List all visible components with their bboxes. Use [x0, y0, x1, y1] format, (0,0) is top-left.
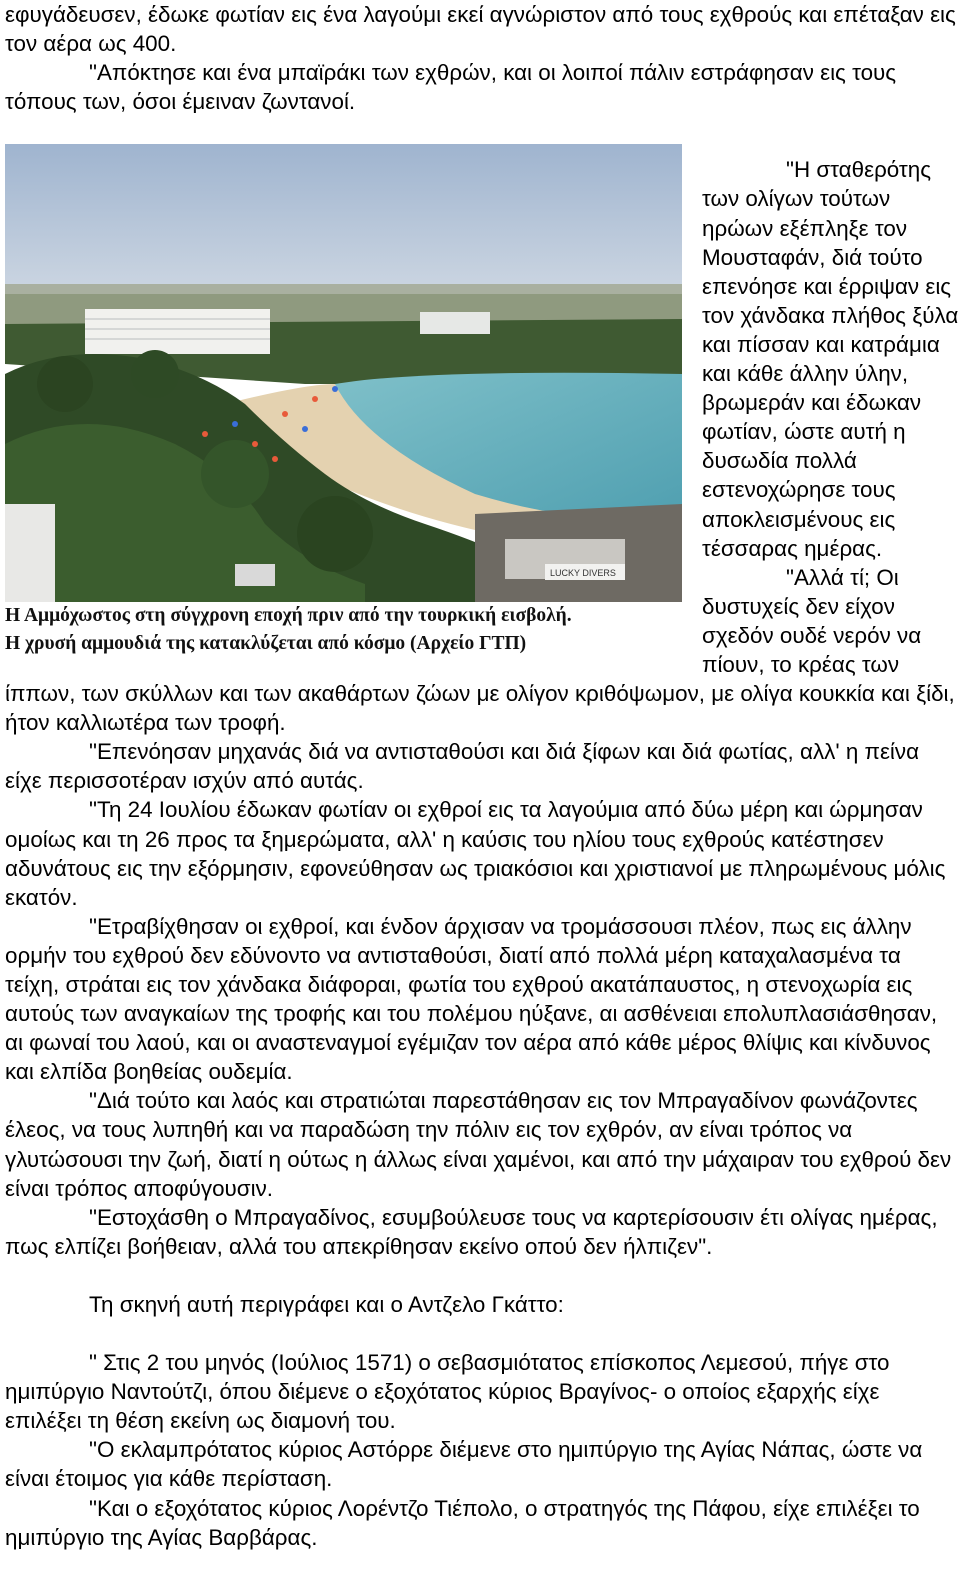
paragraph: "Απόκτησε και ένα μπαϊράκι των εχθρών, και οι λοιποί πάλιν εστράφησαν εις τους τόπους των, όσοι έμειναν ζωντανοί. — [5, 60, 897, 115]
paragraph: "Και ο εξοχότατος κύριος Λορέντζο Τιέπολο, ο στρατηγός της Πάφου, είχε επιλέξει το ημιπύργιο της Αγίας Βαρβάρας. — [5, 1495, 920, 1550]
paragraph: " Στις 2 του μηνός (Ιούλιος 1571) ο σεβασμιότατος επίσκοπος Λεμεσού, πήγε στο ημιπύργιο Ναντούτζι, όπου διέμενε ο εξοχότατος κύριος Βραγίνος- ο οποίος εξαρχής είχε επιλέξει τη θέση εκείνη ως διαμονή του. — [5, 1350, 890, 1434]
beach-sign-text: LUCKY DIVERS — [550, 568, 616, 579]
paragraph: εφυγάδευσεν, έδωκε φωτίαν εις ένα λαγούμι εκεί αγνώριστον από τους εχθρούς και επέταξαν εις τον αέρα ως 400. — [5, 2, 956, 57]
caption-line-2: Η χρυσή αμμουδιά της κατακλύζεται από κόσμο (Αρχείο ΓΤΠ) — [5, 633, 527, 655]
paragraph: "Η σταθερότης των ολίγων τούτων ηρώων εξέπληξε τον Μουσταφάν, διά τούτο επενόησε και έρριψαν εις τον χάνδακα πλήθος ξύλα και πίσσαν και κατράμια και κάθε άλλην ύλην, βρωμεράν και έδωκαν φωτίαν, ώστε αυτή η δυσωδία πολλά εστενοχώρησε τους αποκλεισμένους εις τέσσαρας ημέρας. — [702, 157, 959, 561]
document-page — [5, 0, 960, 1552]
spacer — [5, 1319, 960, 1348]
photo-caption — [5, 602, 702, 658]
paragraph: "Ετραβίχθησαν οι εχθροί, και ένδον άρχισαν να τρομάσσουσι πλέον, πως εις άλλην ορμήν του εχθρού δεν εδύνοντο να αντισταθούσι, διατί από πολλά μέρη καταχαλασμένα τα τείχη, στράται εις τον χάνδακα διάφοραι, φωτία του εχθρού ακατάπαυστος, η στενοχωρία εις αυτούς των αναγκαίων της τροφής και του πολέμου ηύξανε, αι ασθένειαι επολυπλασιάσθησαν, αι φωναί του λαού, και οι αναστεναγμοί εγέμιζαν τον αέρα από κάθε μέρος θλίψις και κίνδυνος και ελπίδα βοηθείας ουδεμία. — [5, 913, 938, 1085]
paragraph: "Τη 24 Ιουλίου έδωκαν φωτίαν οι εχθροί εις τα λαγούμια από δύω μέρη και ώρμησαν ομοίως και τη 26 προς τα ξημερώματα, αλλ' η καύσις του ηλίου τους εχθρούς κατέστησεν αδυνάτους εις την εξόρμησιν, εφονεύθησαν ως τριακόσιοι και χριστιανοί με πληρωμένους μόλις εκατόν. — [5, 797, 946, 910]
beach-photo-figure — [5, 144, 702, 658]
paragraph: "Ο εκλαμπρότατος κύριος Αστόρρε διέμενε στο ημιπύργιο της Αγίας Νάπας, ώστε να είναι έτοιμος για κάθε περίσταση. — [5, 1437, 923, 1492]
paragraph: "Εστοχάσθη ο Μπραγαδίνος, εσυμβούλευσε τους να καρτερίσουσιν έτι ολίγας ημέρας, πως ελπίζει βοήθειαν, αλλά του απεκρίθησαν εκείνο οπού δεν ήλπιζεν". — [5, 1204, 938, 1259]
caption-line-1: Η Αμμόχωστος στη σύγχρονη εποχή πριν από την τουρκική εισβολή. — [5, 605, 572, 627]
paragraph: Τη σκηνή αυτή περιγράφει και ο Αντζελο Γκάττο: — [89, 1291, 564, 1317]
paragraph: "Διά τούτο και λαός και στρατιώται παρεστάθησαν εις τον Μπραγαδίνον φωνάζοντες έλεος, να τους λυπηθή και να παραδώση την πόλιν εις τον εχθρόν, αν είναι τρόπος να γλυτώσουσι την ζωή, διατί η ούτως η άλλως είναι χαμένοι, και από την μάχαιραν του εχθρού δεν είναι τρόπος αποφύγουσιν. — [5, 1088, 952, 1201]
spacer — [5, 1261, 960, 1290]
paragraph: "Αλλά τί; Οι δυστυχείς δεν είχον σχεδόν ουδέ νερόν να πίουν, το κρέας των ίππων, των σκύλλων και των ακαθάρτων ζώων με ολίγον κριθόψωμον, με ολίγα κουκκία και ξίδι, ήτον καλλιωτέρα των τροφή. — [5, 564, 955, 736]
paragraph: "Επενόησαν μηχανάς διά να αντισταθούσι και διά ξίφων και διά φωτίας, αλλ' η πείνα είχε περισσοτέραν ισχύν από αυτάς. — [5, 739, 920, 794]
beach-photo — [5, 144, 682, 602]
